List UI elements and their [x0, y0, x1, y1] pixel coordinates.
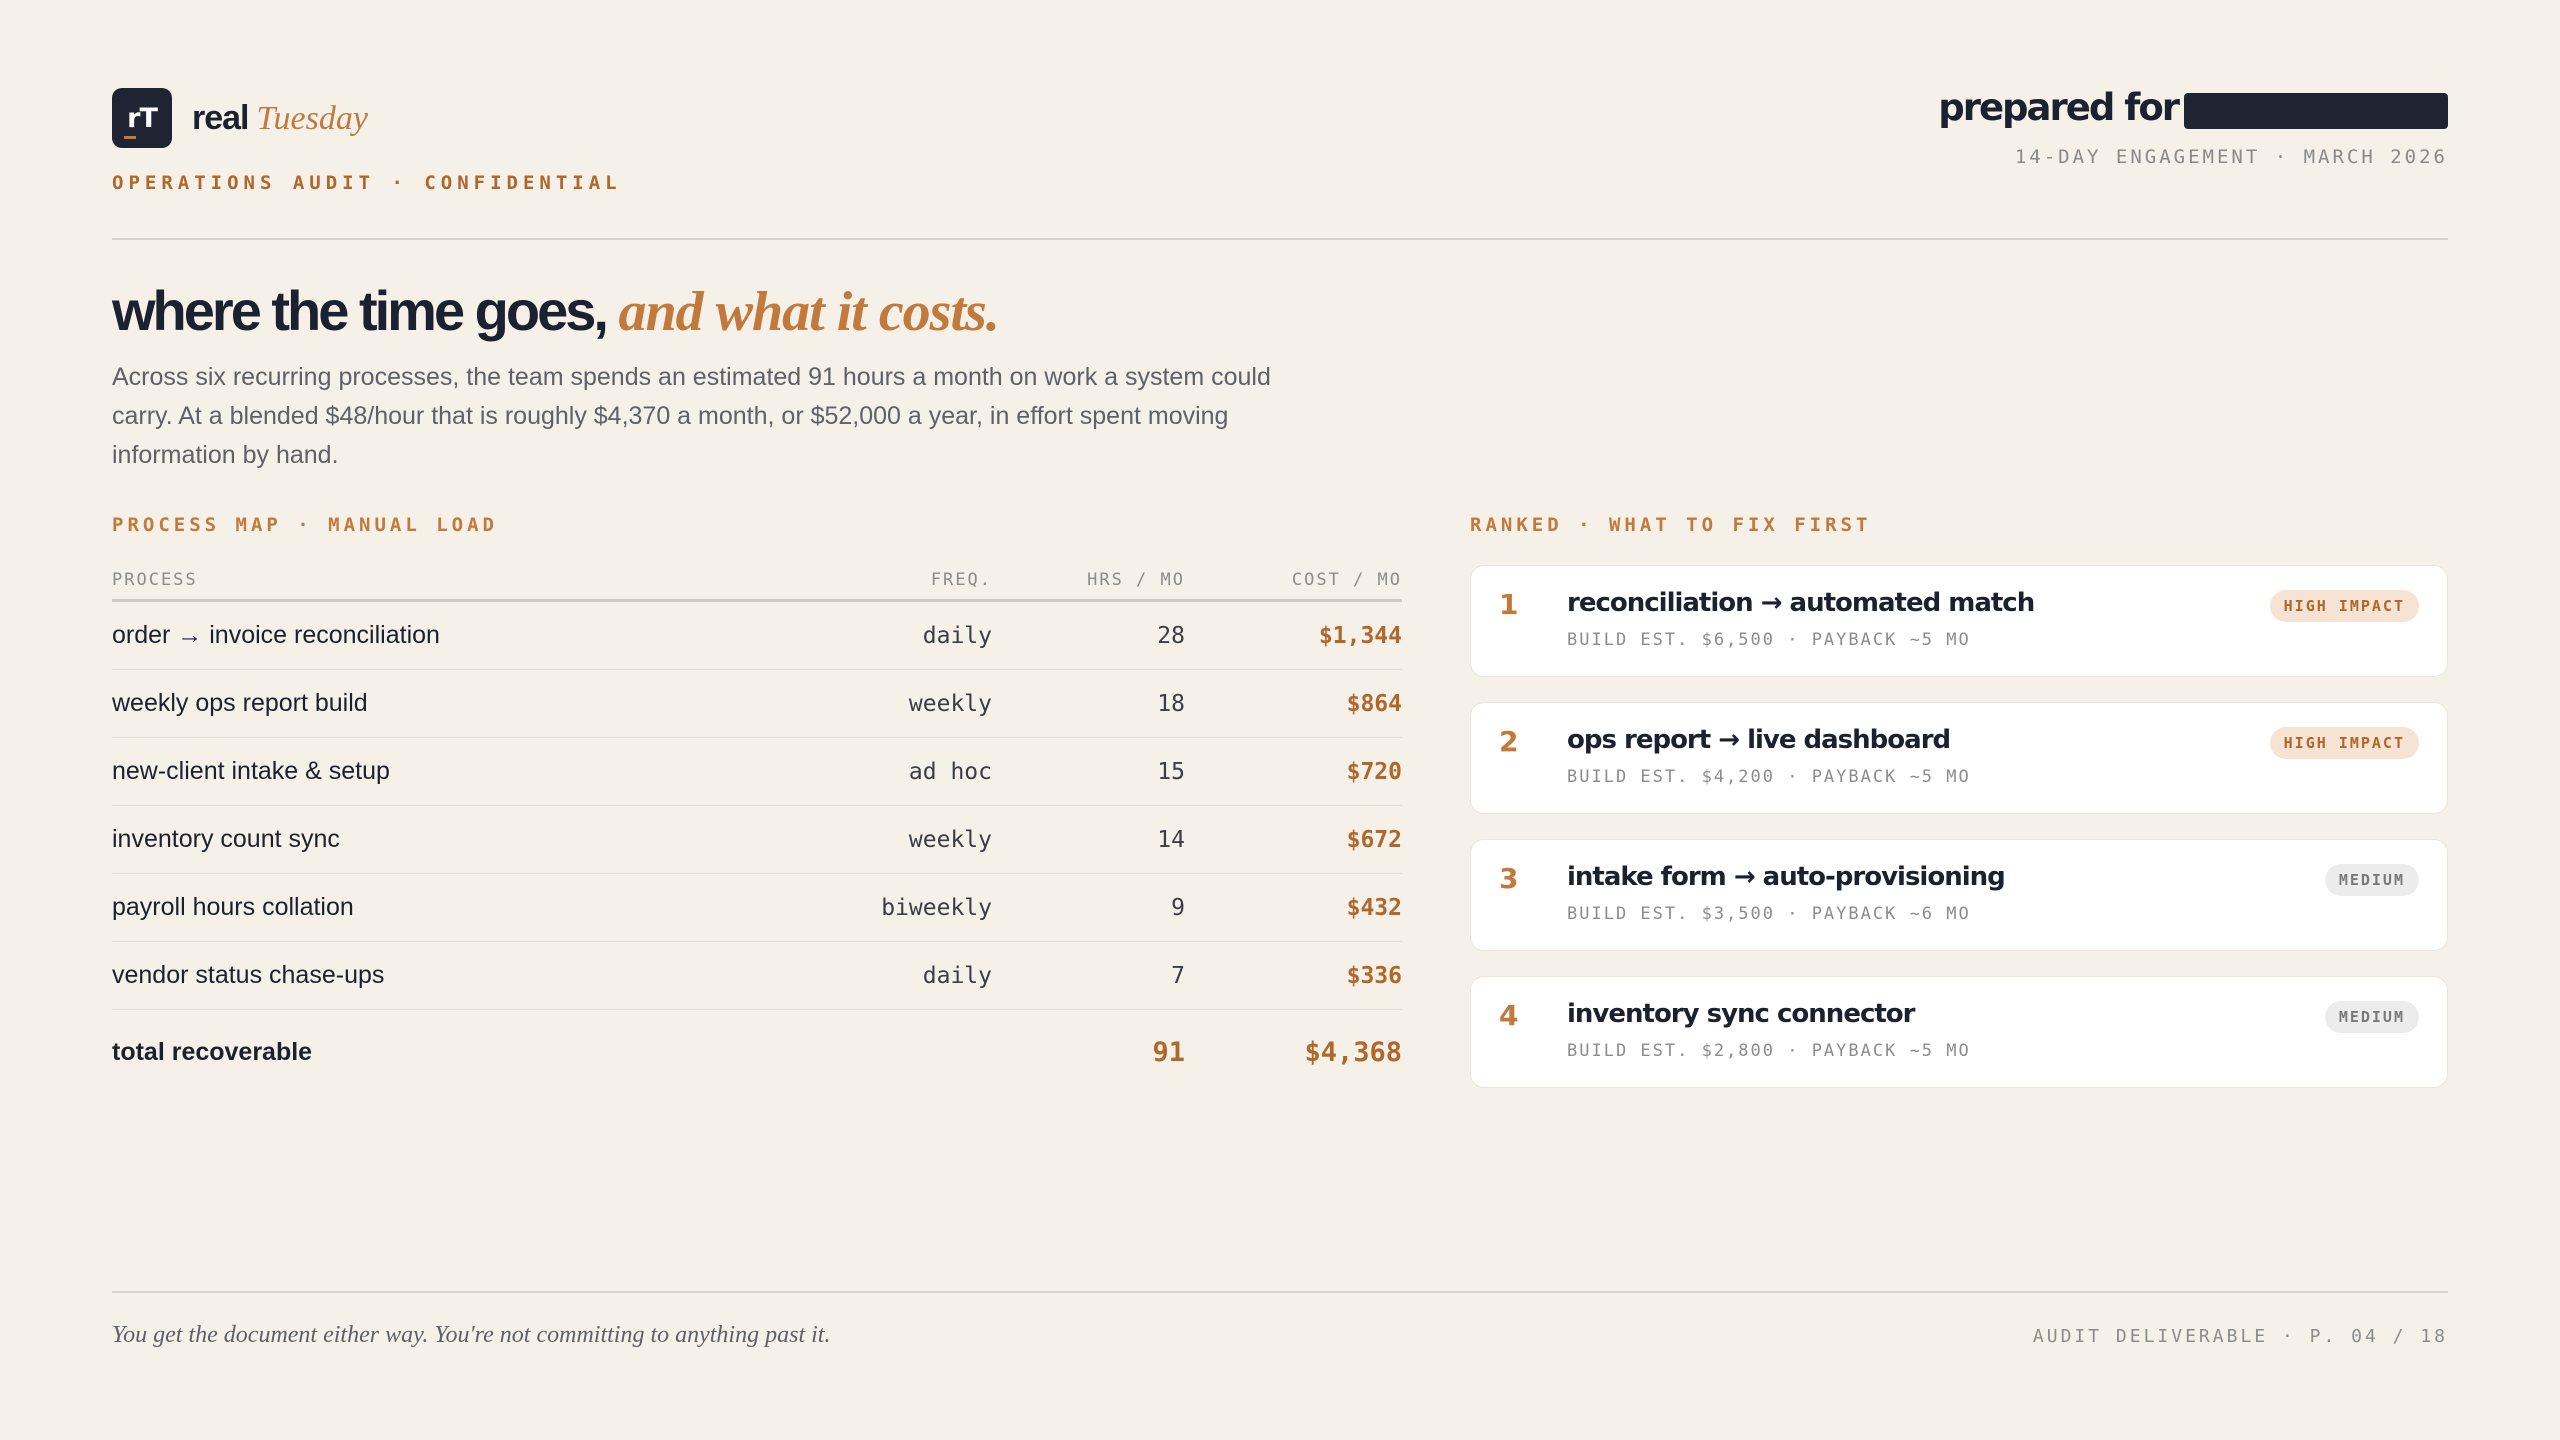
cell-freq: weekly — [908, 826, 992, 853]
rank-title: reconciliation → automated match — [1567, 588, 2035, 618]
cell-hrs: 15 — [1157, 758, 1185, 785]
header-divider — [112, 238, 2448, 240]
table-row — [112, 602, 1402, 670]
cell-cost: $432 — [1346, 894, 1402, 921]
rank-estimate: BUILD EST. $4,200 · PAYBACK ~5 MO — [1567, 767, 1971, 787]
table-row — [112, 738, 1402, 806]
impact-badge: HIGH IMPACT — [2270, 590, 2419, 622]
cell-cost: $672 — [1346, 826, 1402, 853]
rank-number: 4 — [1499, 999, 1519, 1032]
total-cost: $4,368 — [1304, 1036, 1402, 1068]
brand-name: real Tuesday — [192, 98, 368, 137]
impact-badge: MEDIUM — [2325, 864, 2419, 896]
cell-process: inventory count sync — [112, 825, 340, 853]
cell-process: order → invoice reconciliation — [112, 621, 440, 649]
column-header-cost: COST / MO — [1291, 569, 1402, 590]
ranked-card — [1470, 839, 2448, 951]
table-header — [112, 560, 1402, 602]
column-header-freq: FREQ. — [930, 569, 992, 590]
cell-cost: $864 — [1346, 690, 1402, 717]
rank-title: ops report → live dashboard — [1567, 725, 1951, 755]
brand-name-accent: Tuesday — [256, 99, 368, 137]
redacted-client-name — [2184, 93, 2448, 129]
total-hrs: 91 — [1152, 1036, 1185, 1068]
cell-cost: $720 — [1346, 758, 1402, 785]
ranked-list — [1470, 565, 2448, 1113]
rank-number: 2 — [1499, 725, 1519, 758]
impact-badge: MEDIUM — [2325, 1001, 2419, 1033]
footer-note: You get the document either way. You're not committing to anything past it. — [112, 1322, 831, 1348]
table-row — [112, 874, 1402, 942]
ranked-card — [1470, 565, 2448, 677]
cell-freq: ad hoc — [908, 758, 992, 785]
footer-divider — [112, 1291, 2448, 1293]
rank-title: inventory sync connector — [1567, 999, 1915, 1029]
prepared-for-label: prepared for — [1938, 86, 2178, 129]
cell-process: weekly ops report build — [112, 689, 368, 717]
cell-hrs: 9 — [1171, 894, 1185, 921]
intro-paragraph: Across six recurring processes, the team spends an estimated 91 hours a month on work a system could carry. At a blended $48/hour that is roughly $4,370 a month, or $52,000 a year, in effort spent moving information by hand. — [112, 363, 1271, 469]
ranked-label: RANKED · WHAT TO FIX FIRST — [1470, 514, 1872, 536]
cell-cost: $1,344 — [1318, 622, 1402, 649]
impact-badge: HIGH IMPACT — [2270, 727, 2419, 759]
rank-estimate: BUILD EST. $6,500 · PAYBACK ~5 MO — [1567, 630, 1971, 650]
table-total-row — [112, 1010, 1402, 1094]
cell-hrs: 28 — [1157, 622, 1185, 649]
cell-freq: daily — [922, 622, 992, 649]
rank-estimate: BUILD EST. $3,500 · PAYBACK ~6 MO — [1567, 904, 1971, 924]
process-map-label: PROCESS MAP · MANUAL LOAD — [112, 514, 498, 536]
rank-title: intake form → auto-provisioning — [1567, 862, 2005, 892]
table-row — [112, 942, 1402, 1010]
cell-hrs: 14 — [1157, 826, 1185, 853]
cell-hrs: 7 — [1171, 962, 1185, 989]
column-header-process: PROCESS — [112, 569, 198, 590]
brand-logo-icon: rT — [112, 88, 172, 148]
cell-cost: $336 — [1346, 962, 1402, 989]
engagement-meta: 14-DAY ENGAGEMENT · MARCH 2026 — [2014, 146, 2448, 168]
rank-number: 3 — [1499, 862, 1519, 895]
cell-process: payroll hours collation — [112, 893, 354, 921]
document-eyebrow: OPERATIONS AUDIT · CONFIDENTIAL — [112, 172, 622, 194]
ranked-card — [1470, 976, 2448, 1088]
page-title — [112, 278, 999, 344]
rank-estimate: BUILD EST. $2,800 · PAYBACK ~5 MO — [1567, 1041, 1971, 1061]
cell-process: vendor status chase-ups — [112, 961, 385, 989]
audit-page — [112, 0, 2448, 1440]
cell-freq: biweekly — [881, 894, 992, 921]
total-label: total recoverable — [112, 1037, 313, 1066]
cell-process: new-client intake & setup — [112, 757, 390, 785]
cell-hrs: 18 — [1157, 690, 1185, 717]
table-row — [112, 670, 1402, 738]
page-title-main: where the time goes, — [112, 279, 606, 342]
prepared-for — [1938, 86, 2448, 129]
brand — [112, 88, 368, 148]
table-row — [112, 806, 1402, 874]
page-reference: AUDIT DELIVERABLE · P. 04 / 18 — [2032, 1326, 2448, 1347]
ranked-card — [1470, 702, 2448, 814]
cell-freq: weekly — [908, 690, 992, 717]
column-header-hrs: HRS / MO — [1087, 569, 1185, 590]
rank-number: 1 — [1499, 588, 1519, 621]
process-table — [112, 560, 1402, 1094]
cell-freq: daily — [922, 962, 992, 989]
page-title-accent: and what it costs. — [618, 281, 999, 343]
